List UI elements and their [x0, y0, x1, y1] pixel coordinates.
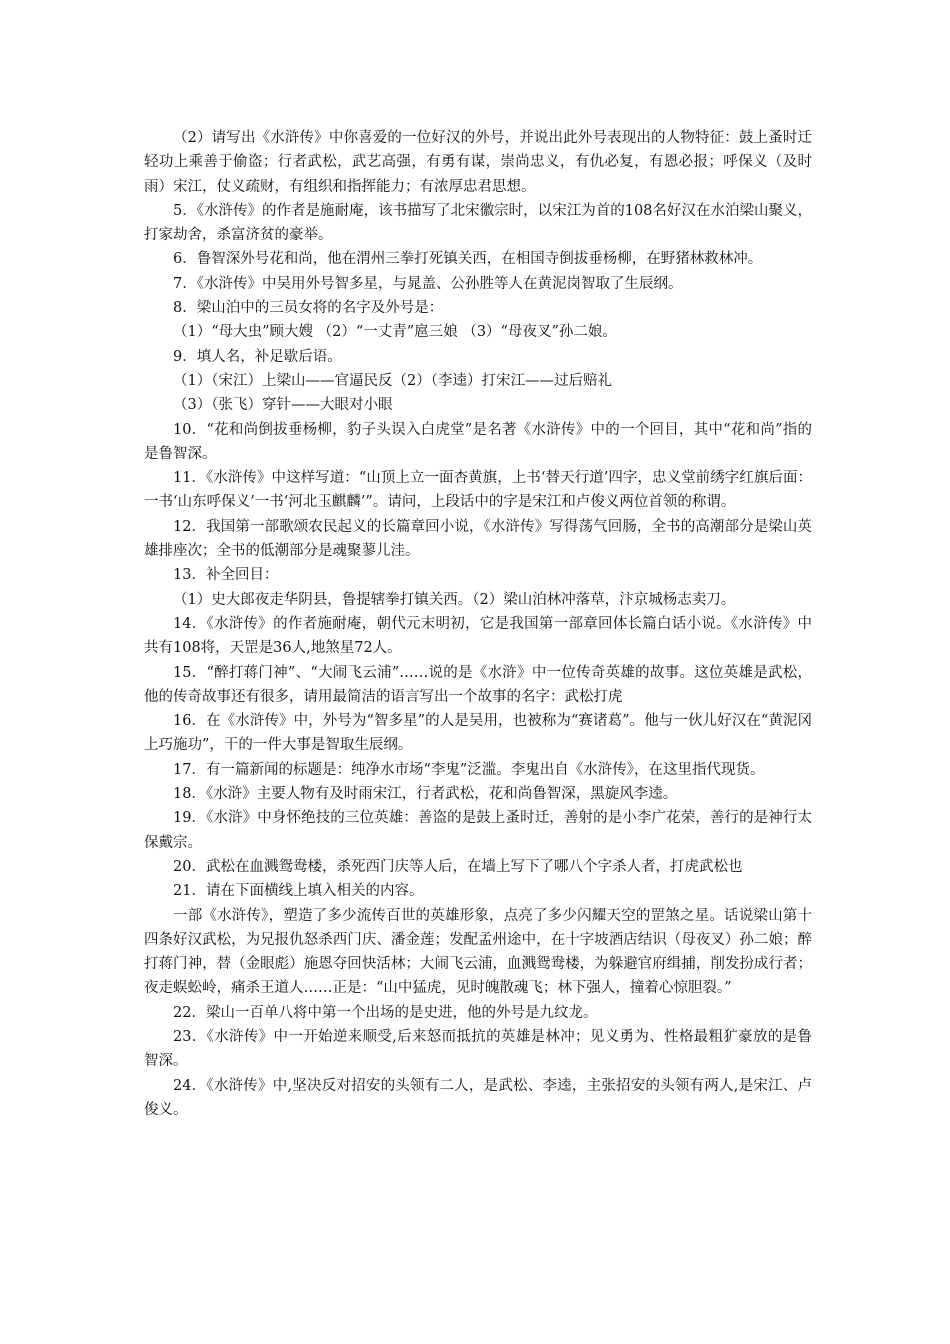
paragraph-q20: 20．武松在血溅鸳鸯楼，杀死西门庆等人后，在墙上写下了哪八个字杀人者，打虎武松也 [173, 858, 743, 875]
paragraph-q16: 16．在《水浒传》中，外号为“智多星”的人是吴用，也被称为“赛诸葛”。他与一伙儿好汉在“黄泥冈上巧施功”，干的一件大事是智取生辰纲。 [144, 713, 812, 754]
paragraph-q18: 18．《水浒》主要人物有及时雨宋江，行者武松，花和尚鲁智深，黑旋风李逵。 [173, 786, 678, 803]
paragraph-q7: 7．《水浒传》中吴用外号智多星，与晁盖、公孙胜等人在黄泥岗智取了生辰纲。 [173, 275, 683, 292]
paragraph-q5: 5．《水浒传》的作者是施耐庵，该书描写了北宋徽宗时，以宋江为首的108名好汉在水泊梁山聚义，打家劫舍，杀富济贫的豪举。 [144, 202, 812, 244]
paragraph-q13: 13．补全回目： [173, 567, 279, 584]
paragraph-q21: 21．请在下面横线上填入相关的内容。 [173, 883, 424, 900]
paragraph-q4-2: （2）请写出《水浒传》中你喜爱的一位好汉的外号，并说出此外号表现出的人物特征：鼓上蚤时迁轻功上乘善于偷盗；行者武松，武艺高强，有勇有谋，崇尚忠义，有仇必复，有恩必报；呼保义（及时雨）宋江，仗义疏财，有组织和指挥能力；有浓厚忠君思想。 [144, 130, 812, 195]
paragraph-q8-answer: （1）“母大虫”顾大嫂 （2）“一丈青”扈三娘 （3）“母夜叉”孙二娘。 [173, 324, 617, 341]
paragraph-q15: 15．“醉打蒋门神”、“大闹飞云浦”……说的是《水浒》中一位传奇英雄的故事。这位英雄是武松，他的传奇故事还有很多，请用最简洁的语言写出一个故事的名字：武松打虎 [144, 664, 812, 705]
paragraph-q10: 10．“花和尚倒拔垂杨柳，豹子头误入白虎堂”是名著《水浒传》中的一个回目，其中“花和尚”指的是鲁智深。 [144, 421, 812, 462]
paragraph-q19: 19．《水浒》中身怀绝技的三位英雄：善盗的是鼓上蚤时迁，善射的是小李广花荣，善行的是神行太保戴宗。 [144, 810, 812, 851]
paragraph-q9-answer-2: （3）（张飞）穿针——大眼对小眼 [173, 397, 393, 414]
paragraph-q21-passage: 一部《水浒传》，塑造了多少流传百世的英雄形象，点亮了多少闪耀天空的罡煞之星。话说梁山第十四条好汉武松，为兄报仇怒杀西门庆、潘金莲；发配孟州途中，在十字坡酒店结识（母夜叉）孙二娘；醉打蒋门神，替（金眼彪）施恩夺回快活林；大闹飞云浦，血溅鸳鸯楼，为躲避官府缉捕，削发扮成行者；夜走蜈蚣岭，痛杀王道人……正是：“山中猛虎，见时魄散魂飞；林下强人，撞着心惊胆裂。” [144, 907, 812, 997]
paragraph-q23: 23．《水浒传》中一开始逆来顺受,后来怒而抵抗的英雄是林冲；见义勇为、性格最粗犷豪放的是鲁智深。 [144, 1028, 812, 1070]
paragraph-q8: 8．梁山泊中的三员女将的名字及外号是： [173, 300, 444, 317]
paragraph-q22: 22．梁山一百单八将中第一个出场的是史进，他的外号是九纹龙。 [173, 1004, 598, 1021]
paragraph-q24: 24．《水浒传》中,坚决反对招安的头领有二人，是武松、李逵，主张招安的头领有两人,是宋江、卢俊义。 [144, 1077, 812, 1118]
paragraph-q17: 17．有一篇新闻的标题是：纯净水市场“李鬼”泛滥。李鬼出自《水浒传》，在这里指代现货。 [173, 761, 765, 778]
paragraph-q11: 11．《水浒传》中这样写道：“山顶上立一面杏黄旗，上书‘替天行道’四字，忠义堂前绣字红旗后面：一书‘山东呼保义’一书‘河北玉麒麟’”。请问，上段话中的字是宋江和卢俊义两位首领的称谓。 [144, 470, 812, 511]
paragraph-q6: 6．鲁智深外号花和尚，他在渭州三拳打死镇关西，在相国寺倒拔垂杨柳，在野猪林救林冲。 [173, 251, 763, 268]
paragraph-q12: 12．我国第一部歌颂农民起义的长篇章回小说，《水浒传》写得荡气回肠，全书的高潮部分是梁山英雄排座次；全书的低潮部分是魂聚蓼儿洼。 [144, 518, 812, 560]
paragraph-q9: 9．填人名，补足歇后语。 [173, 348, 342, 365]
paragraph-q14: 14．《水浒传》的作者施耐庵，朝代元末明初，它是我国第一部章回体长篇白话小说。《水浒传》中共有108将，天罡是36人,地煞星72人。 [144, 615, 812, 657]
document-page [144, 126, 812, 1122]
paragraph-q13-answer: （1）史大郎夜走华阴县，鲁提辖拳打镇关西。（2）梁山泊林冲落草，汴京城杨志卖刀。 [173, 591, 736, 608]
paragraph-q9-answer-1: （1）（宋江）上梁山——官逼民反（2）（李逵）打宋江——过后赔礼 [173, 372, 612, 389]
